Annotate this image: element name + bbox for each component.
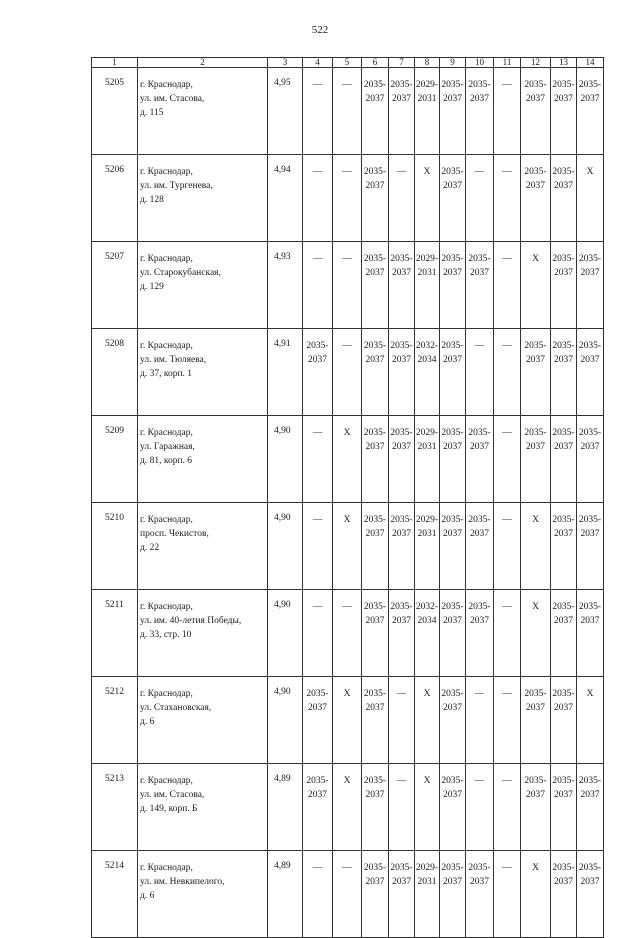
row-number: 5213 [92,764,138,851]
period-cell: — [494,677,521,764]
register-table [91,57,604,938]
column-header: 10 [466,58,494,68]
period-cell: 2035- 2037 [521,764,551,851]
period-cell: 2035- 2037 [362,590,389,677]
period-cell: X [333,503,362,590]
address-line: просп. Чекистов, [140,529,209,539]
address-line: г. Краснодар, [140,341,193,351]
period-cell: 2035- 2037 [362,416,389,503]
value-cell: 4,90 [268,677,303,764]
period-cell: 2029- 2031 [415,242,440,329]
period-cell: 2035- 2037 [440,155,466,242]
period-cell: 2035- 2037 [466,416,494,503]
value-cell: 4,90 [268,503,303,590]
period-cell: — [303,68,333,155]
address-cell [138,677,268,764]
period-cell: X [577,155,604,242]
column-header: 12 [521,58,551,68]
period-cell: X [415,764,440,851]
address-line: д. 33, стр. 10 [140,630,192,640]
period-cell: — [303,242,333,329]
value-cell: 4,94 [268,155,303,242]
period-cell: 2035- 2037 [362,242,389,329]
period-cell: — [494,851,521,938]
period-cell: 2035- 2037 [466,503,494,590]
address-line: д. 115 [140,108,164,118]
period-cell: 2029- 2031 [415,503,440,590]
period-cell: X [577,677,604,764]
address-line: д. 81, корп. 6 [140,456,193,466]
period-cell: 2035- 2037 [362,68,389,155]
period-cell: 2035- 2037 [551,590,577,677]
row-number: 5214 [92,851,138,938]
row-number: 5210 [92,503,138,590]
value-cell: 4,91 [268,329,303,416]
period-cell: 2035- 2037 [551,764,577,851]
period-cell: — [494,764,521,851]
period-cell: 2035- 2037 [521,677,551,764]
table-row [92,590,604,677]
period-cell: — [389,155,415,242]
period-cell: X [521,851,551,938]
period-cell: 2035- 2037 [577,503,604,590]
period-cell: 2035- 2037 [362,503,389,590]
period-cell: — [333,590,362,677]
table-row [92,416,604,503]
column-header: 2 [138,58,268,68]
address-line: д. 149, корп. Б [140,804,198,814]
address-line: ул. им. Невкипелого, [140,877,225,887]
period-cell: 2035- 2037 [362,329,389,416]
period-cell: — [303,590,333,677]
period-cell: — [494,242,521,329]
period-cell: 2035- 2037 [521,329,551,416]
period-cell: — [389,764,415,851]
address-line: г. Краснодар, [140,80,193,90]
table-row [92,677,604,764]
address-line: ул. им. Тургенева, [140,181,213,191]
address-line: ул. Стахановская, [140,703,212,713]
period-cell: 2029- 2031 [415,851,440,938]
value-cell: 4,89 [268,851,303,938]
page-number: 522 [311,24,329,36]
period-cell: 2035- 2037 [466,851,494,938]
address-line: г. Краснодар, [140,689,193,699]
column-header: 4 [303,58,333,68]
period-cell: 2035- 2037 [577,764,604,851]
period-cell: — [466,764,494,851]
period-cell: 2035- 2037 [521,416,551,503]
address-line: д. 37, корп. 1 [140,369,193,379]
period-cell: 2035- 2037 [551,416,577,503]
period-cell: X [415,155,440,242]
period-cell: X [333,677,362,764]
period-cell: — [494,503,521,590]
address-line: ул. им. Стасова, [140,94,205,104]
period-cell: 2029- 2031 [415,68,440,155]
row-number: 5207 [92,242,138,329]
period-cell: 2035- 2037 [577,416,604,503]
column-header: 3 [268,58,303,68]
period-cell: X [521,503,551,590]
column-header: 5 [333,58,362,68]
value-cell: 4,90 [268,416,303,503]
period-cell: 2035- 2037 [303,764,333,851]
address-cell [138,416,268,503]
address-cell [138,155,268,242]
row-number: 5212 [92,677,138,764]
period-cell: 2035- 2037 [389,68,415,155]
period-cell: 2032- 2034 [415,329,440,416]
column-header: 1 [92,58,138,68]
period-cell: — [333,242,362,329]
period-cell: X [333,416,362,503]
value-cell: 4,89 [268,764,303,851]
period-cell: 2035- 2037 [362,764,389,851]
period-cell: — [494,329,521,416]
value-cell: 4,90 [268,590,303,677]
period-cell: — [466,329,494,416]
period-cell: 2035- 2037 [440,851,466,938]
row-number: 5205 [92,68,138,155]
column-header-row [92,58,604,68]
period-cell: — [303,851,333,938]
period-cell: 2035- 2037 [389,242,415,329]
period-cell: X [415,677,440,764]
period-cell: — [466,155,494,242]
row-number: 5208 [92,329,138,416]
column-header: 6 [362,58,389,68]
period-cell: 2035- 2037 [303,677,333,764]
address-line: ул. им. 40-летия Победы, [140,616,242,626]
table-row [92,68,604,155]
period-cell: 2035- 2037 [440,68,466,155]
period-cell: 2035- 2037 [440,677,466,764]
period-cell: 2035- 2037 [303,329,333,416]
period-cell: X [521,590,551,677]
address-line: г. Краснодар, [140,863,193,873]
period-cell: 2035- 2037 [440,764,466,851]
address-cell [138,851,268,938]
address-line: г. Краснодар, [140,167,193,177]
period-cell: 2035- 2037 [521,155,551,242]
row-number: 5211 [92,590,138,677]
period-cell: 2035- 2037 [362,155,389,242]
period-cell: 2035- 2037 [577,851,604,938]
period-cell: 2035- 2037 [440,416,466,503]
period-cell: — [333,851,362,938]
period-cell: 2035- 2037 [577,329,604,416]
table-row [92,329,604,416]
period-cell: 2035- 2037 [362,677,389,764]
period-cell: 2035- 2037 [577,242,604,329]
period-cell: X [521,242,551,329]
address-line: ул. Старокубанская, [140,268,221,278]
address-line: ул. им. Стасова, [140,790,205,800]
period-cell: X [333,764,362,851]
period-cell: — [333,68,362,155]
period-cell: 2035- 2037 [466,68,494,155]
address-line: г. Краснодар, [140,428,193,438]
period-cell: 2035- 2037 [577,590,604,677]
table-row [92,155,604,242]
period-cell: — [494,416,521,503]
period-cell: 2035- 2037 [551,677,577,764]
period-cell: — [333,329,362,416]
value-cell: 4,93 [268,242,303,329]
address-line: д. 129 [140,282,164,292]
address-line: ул. Гаражная, [140,442,195,452]
address-cell [138,503,268,590]
period-cell: 2035- 2037 [551,329,577,416]
period-cell: 2035- 2037 [389,590,415,677]
period-cell: 2035- 2037 [389,416,415,503]
period-cell: — [389,677,415,764]
period-cell: — [494,590,521,677]
period-cell: 2035- 2037 [551,155,577,242]
period-cell: 2032- 2034 [415,590,440,677]
table-row [92,764,604,851]
address-line: г. Краснодар, [140,515,193,525]
table-row [92,503,604,590]
period-cell: 2035- 2037 [551,851,577,938]
address-cell [138,764,268,851]
period-cell: — [494,155,521,242]
period-cell: 2035- 2037 [440,329,466,416]
period-cell: — [303,503,333,590]
column-header: 14 [577,58,604,68]
column-header: 13 [551,58,577,68]
column-header: 8 [415,58,440,68]
row-number: 5206 [92,155,138,242]
period-cell: 2035- 2037 [389,503,415,590]
period-cell: 2035- 2037 [389,851,415,938]
period-cell: 2035- 2037 [551,242,577,329]
period-cell: 2035- 2037 [440,590,466,677]
period-cell: 2035- 2037 [362,851,389,938]
period-cell: 2029- 2031 [415,416,440,503]
period-cell: — [466,677,494,764]
column-header: 7 [389,58,415,68]
address-cell [138,329,268,416]
period-cell: 2035- 2037 [521,68,551,155]
column-header: 9 [440,58,466,68]
column-header: 11 [494,58,521,68]
period-cell: — [303,155,333,242]
period-cell: 2035- 2037 [389,329,415,416]
period-cell: 2035- 2037 [466,242,494,329]
period-cell: 2035- 2037 [466,590,494,677]
address-line: г. Краснодар, [140,602,193,612]
period-cell: — [333,155,362,242]
address-line: д. 22 [140,543,160,553]
table-row [92,242,604,329]
period-cell: 2035- 2037 [577,68,604,155]
table-row [92,851,604,938]
address-line: д. 6 [140,717,155,727]
period-cell: 2035- 2037 [440,503,466,590]
period-cell: 2035- 2037 [551,68,577,155]
address-line: г. Краснодар, [140,776,193,786]
period-cell: — [303,416,333,503]
address-line: д. 6 [140,891,155,901]
address-cell [138,590,268,677]
row-number: 5209 [92,416,138,503]
address-cell [138,68,268,155]
address-line: д. 128 [140,195,164,205]
period-cell: 2035- 2037 [551,503,577,590]
period-cell: 2035- 2037 [440,242,466,329]
value-cell: 4,95 [268,68,303,155]
address-cell [138,242,268,329]
address-line: ул. им. Тюляева, [140,355,207,365]
address-line: г. Краснодар, [140,254,193,264]
period-cell: — [494,68,521,155]
